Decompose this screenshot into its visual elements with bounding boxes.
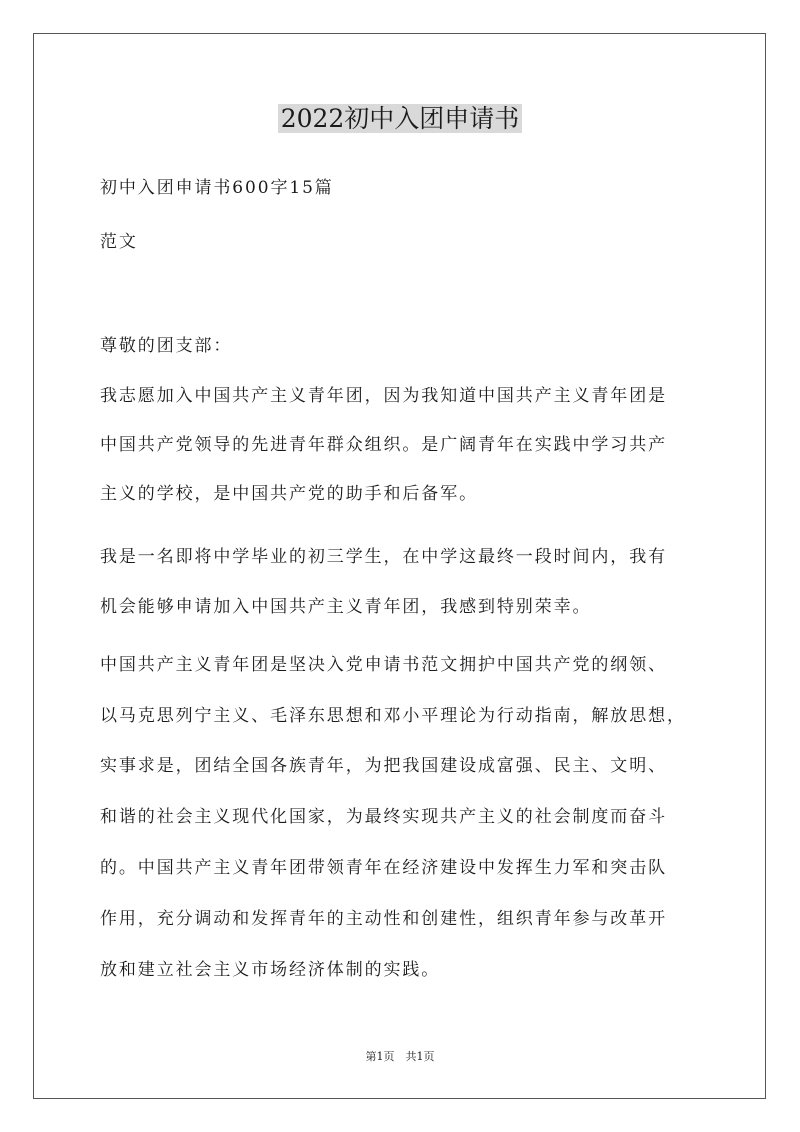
body-line: 放和建立社会主义市场经济体制的实践。 xyxy=(100,960,441,980)
body-line: 作用，充分调动和发挥青年的主动性和创建性，组织青年参与改革开 xyxy=(100,909,667,929)
page-number: 第1页 xyxy=(365,1050,395,1063)
body-line: 我志愿加入中国共产主义青年团，因为我知道中国共产主义青年团是 xyxy=(100,386,667,406)
body-line: 中国共产主义青年团是坚决入党申请书范文拥护中国共产党的纲领、 xyxy=(100,655,667,675)
body-line: 实事求是，团结全国各族青年，为把我国建设成富强、民主、文明、 xyxy=(100,756,667,776)
document-title xyxy=(0,100,800,138)
body-line: 主义的学校，是中国共产党的助手和后备军。 xyxy=(100,484,478,504)
body-line: 机会能够申请加入中国共产主义青年团，我感到特别荣幸。 xyxy=(100,597,592,617)
document-title-text: 2022初中入团申请书 xyxy=(278,104,523,133)
body-line: 中国共产党领导的先进青年群众组织。是广阔青年在实践中学习共产 xyxy=(100,435,667,455)
body-line: 以马克思列宁主义、毛泽东思想和邓小平理论为行动指南，解放思想， xyxy=(100,706,686,726)
page-footer xyxy=(0,1049,800,1065)
document-subtitle-tail: 范文 xyxy=(100,232,138,252)
body-line: 我是一名即将中学毕业的初三学生，在中学这最终一段时间内，我有 xyxy=(100,547,667,567)
salutation: 尊敬的团支部： xyxy=(100,336,233,356)
page-total: 共1页 xyxy=(405,1050,435,1063)
document-subtitle: 初中入团申请书600字15篇 xyxy=(100,178,334,198)
body-line: 的。中国共产主义青年团带领青年在经济建设中发挥生力军和突击队 xyxy=(100,858,667,878)
body-line: 和谐的社会主义现代化国家，为最终实现共产主义的社会制度而奋斗 xyxy=(100,807,667,827)
